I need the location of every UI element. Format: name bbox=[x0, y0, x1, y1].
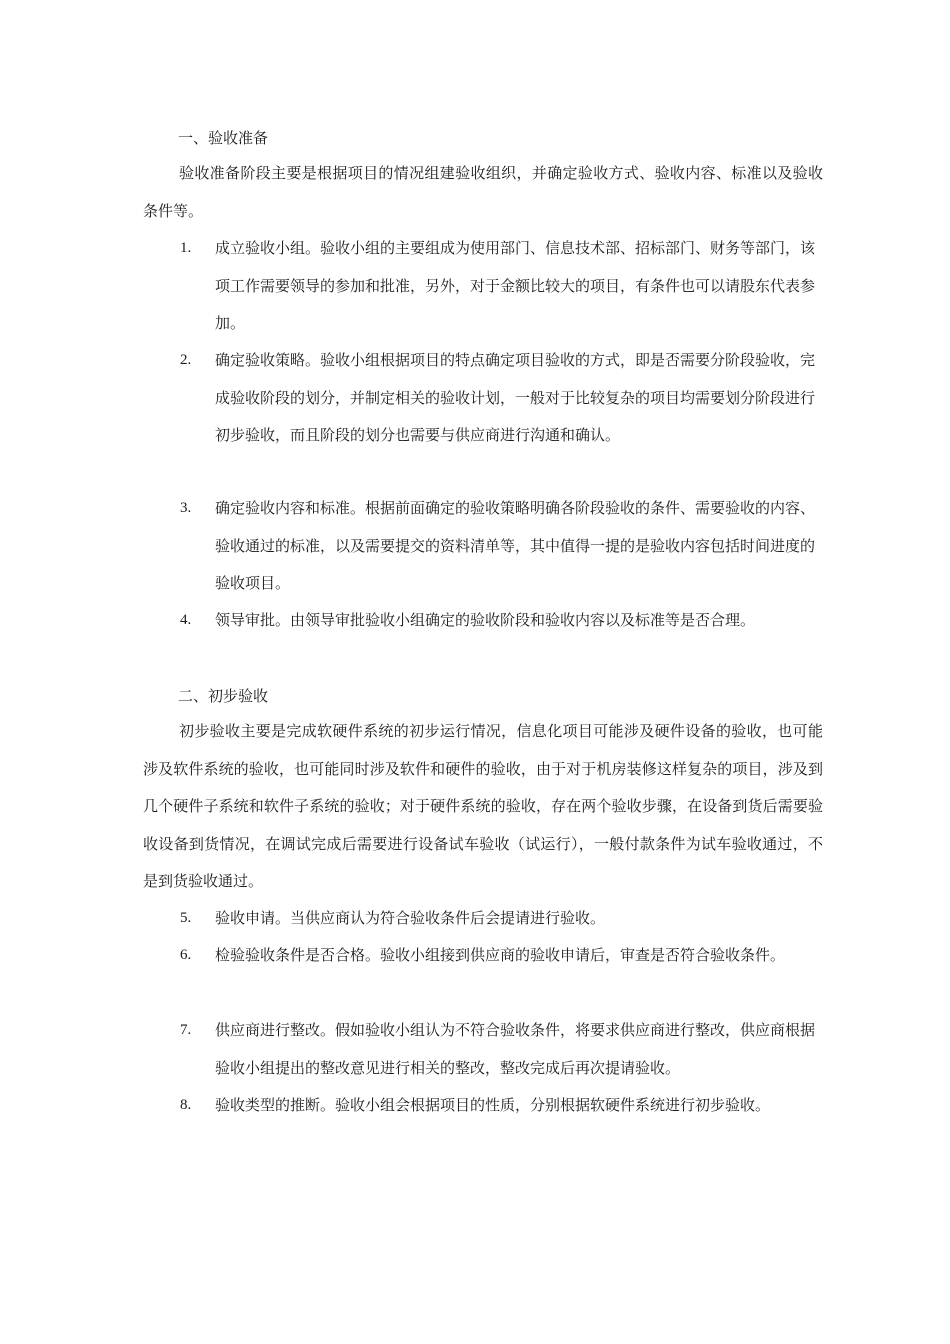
list-item-text: 验收申请。当供应商认为符合验收条件后会提请进行验收。 bbox=[215, 909, 606, 927]
list-item-text: 成立验收小组。验收小组的主要组成为使用部门、信息技术部、招标部门、财务等部门，该项工作需要领导的参加和批准，另外，对于金额比较大的项目，有条件也可以请股东代表参加。 bbox=[215, 239, 816, 332]
list-item-number: 3. bbox=[180, 500, 192, 516]
list-item-number: 2. bbox=[180, 352, 192, 368]
section-2-heading: 二、初步验收 bbox=[178, 687, 269, 705]
list-item-number: 1. bbox=[180, 240, 192, 256]
list-item-text: 确定验收内容和标准。根据前面确定的验收策略明确各阶段验收的条件、需要验收的内容、验收通过的标准，以及需要提交的资料清单等，其中值得一提的是验收内容包括时间进度的验收项目。 bbox=[215, 499, 816, 592]
list-item-text: 确定验收策略。验收小组根据项目的特点确定项目验收的方式，即是否需要分阶段验收，完成验收阶段的划分，并制定相关的验收计划，一般对于比较复杂的项目均需要划分阶段进行初步验收，而且阶段的划分也需要与供应商进行沟通和确认。 bbox=[215, 351, 816, 444]
list-item-text: 验收类型的推断。验收小组会根据项目的性质，分别根据软硬件系统进行初步验收。 bbox=[215, 1096, 771, 1114]
section-2-intro: 初步验收主要是完成软硬件系统的初步运行情况，信息化项目可能涉及硬件设备的验收，也可能涉及软件系统的验收，也可能同时涉及软件和硬件的验收，由于对于机房装修这样复杂的项目，涉及到几个硬件子系统和软件子系统的验收；对于硬件系统的验收，存在两个验收步骤，在设备到货后需要验收设备到货情况，在调试完成后需要进行设备试车验收（试运行），一般付款条件为试车验收通过，不是到货验收通过。 bbox=[143, 722, 823, 890]
list-item-text: 检验验收条件是否合格。验收小组接到供应商的验收申请后，审查是否符合验收条件。 bbox=[215, 946, 786, 964]
list-item-number: 6. bbox=[180, 947, 192, 963]
list-item-number: 5. bbox=[180, 910, 192, 926]
list-item-text: 供应商进行整改。假如验收小组认为不符合验收条件，将要求供应商进行整改，供应商根据验收小组提出的整改意见进行相关的整改，整改完成后再次提请验收。 bbox=[215, 1021, 816, 1077]
list-item-number: 7. bbox=[180, 1022, 192, 1038]
list-item-number: 8. bbox=[180, 1097, 192, 1113]
section-1-heading: 一、验收准备 bbox=[178, 129, 269, 147]
list-item-text: 领导审批。由领导审批验收小组确定的验收阶段和验收内容以及标准等是否合理。 bbox=[215, 611, 756, 629]
section-1-intro: 验收准备阶段主要是根据项目的情况组建验收组织，并确定验收方式、验收内容、标准以及验收条件等。 bbox=[143, 164, 823, 220]
list-item-number: 4. bbox=[180, 612, 192, 628]
